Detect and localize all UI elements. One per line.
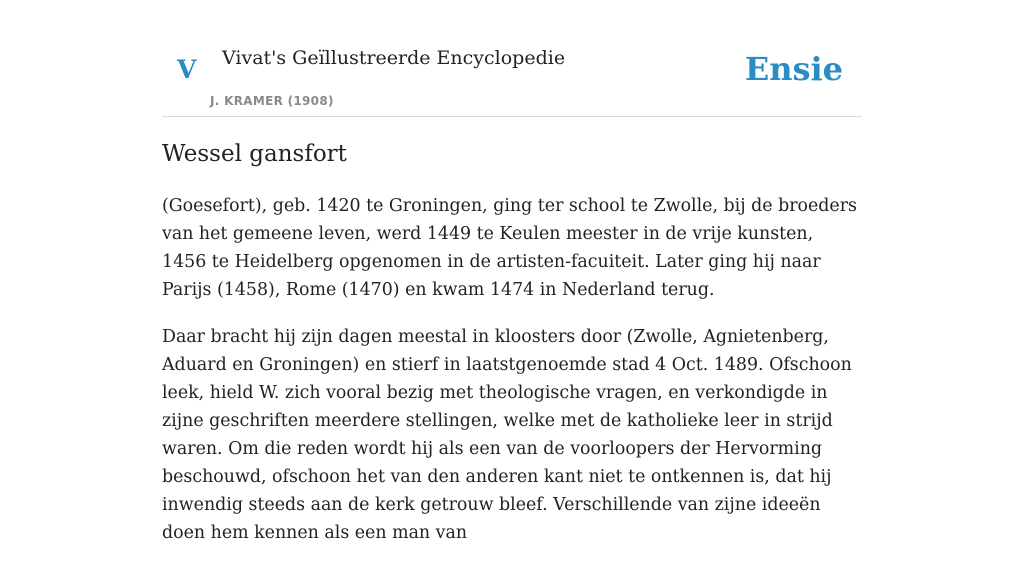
article-page <box>162 0 862 543</box>
ensie-logo[interactable]: Ensie <box>744 50 843 88</box>
entry-content <box>162 192 862 566</box>
source-header <box>162 0 862 117</box>
entry-title: Wessel gansfort <box>162 141 347 167</box>
source-author: J. KRAMER (1908) <box>210 94 334 108</box>
source-logo[interactable]: V <box>177 55 197 84</box>
entry-paragraph-2: Daar bracht hij zijn dagen meestal in kloosters door (Zwolle, Agnietenberg, Aduard en Groningen) en stierf in laatstgenoemde stad 4 Oct. 1489. Ofschoon leek, hield W. zich vooral bezig met theologische vragen, en verkondigde in zijne geschriften meerdere stellingen, welke met de katholieke leer in strijd waren. Om die reden wordt hij als een van de voorloopers der Hervorming beschouwd, ofschoon het van den anderen kant niet te ontkennen is, dat hij inwendig steeds aan de kerk getrouw bleef. Verschillende van zijne ideeën doen hem kennen als een man van <box>162 327 852 543</box>
source-title[interactable]: Vivat's Geïllustreerde Encyclopedie <box>222 47 566 69</box>
entry-paragraph-1: (Goesefort), geb. 1420 te Groningen, ging ter school te Zwolle, bij de broeders van het gemeene leven, werd 1449 te Keulen meester in de vrije kunsten, 1456 te Heidelberg opgenomen in de artisten-facuiteit. Later ging hij naar Parijs (1458), Rome (1470) en kwam 1474 in Nederland terug. <box>162 196 857 300</box>
